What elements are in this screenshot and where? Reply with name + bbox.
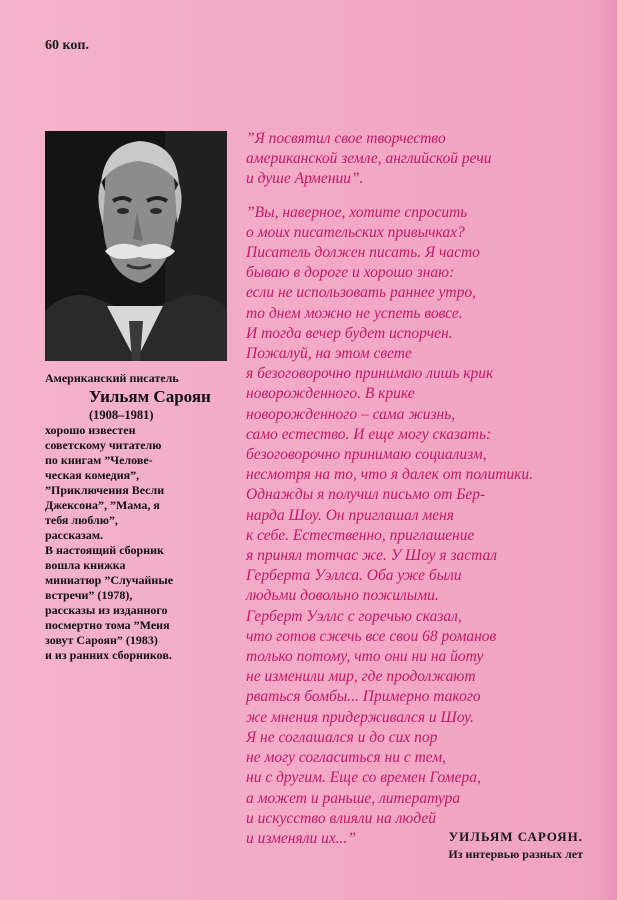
- bio-line: встречи” (1978),: [45, 588, 133, 602]
- paragraph-gap: [246, 190, 596, 203]
- quote-line: Писатель должен писать. Я часто: [246, 244, 480, 262]
- bio-line: зовут Сароян” (1983): [45, 633, 158, 647]
- quote-line: Герберта Уэллса. Оба уже были: [246, 567, 462, 585]
- author-portrait-photo: [45, 131, 227, 361]
- quote-line: то днем можно не успеть вовсе.: [246, 304, 463, 322]
- book-spine-edge: [595, 0, 617, 900]
- price-label: 60 коп.: [45, 38, 89, 53]
- quote-line: американской земле, английской речи: [246, 150, 492, 168]
- bio-line: Джексона”, ”Мама, я: [45, 498, 160, 512]
- author-name: Уильям Сароян: [89, 387, 211, 406]
- quote-line: Герберт Уэллс с горечью сказал,: [246, 607, 462, 625]
- quote-line: новорожденного. В крике: [246, 385, 415, 403]
- author-quote: [246, 129, 596, 849]
- bio-line: посмертно тома ”Меня: [45, 618, 170, 632]
- quote-line: Однажды я получил письмо от Бер-: [246, 486, 486, 504]
- bio-line: рассказам.: [45, 528, 104, 542]
- quote-line: и изменяли их...”: [246, 829, 356, 847]
- attribution-author: УИЛЬЯМ САРОЯН.: [448, 829, 583, 844]
- quote-line: я принял тотчас же. У Шоу я застал: [246, 547, 498, 565]
- quote-line: нарда Шоу. Он приглашал меня: [246, 506, 455, 524]
- quote-line: только потому, что они ни на йоту: [246, 648, 484, 666]
- quote-line: же мнения придерживался и Шоу.: [246, 708, 474, 726]
- quote-line: если не использовать раннее утро,: [246, 284, 476, 302]
- quote-attribution: [448, 828, 583, 863]
- quote-line: само естество. И еще могу сказать:: [246, 425, 492, 443]
- bio-line: вошла книжка: [45, 558, 126, 572]
- quote-line: бываю в дороге и хорошо знаю:: [246, 264, 455, 282]
- attribution-source: Из интервью разных лет: [448, 847, 583, 861]
- bio-line: В настоящий сборник: [45, 543, 164, 557]
- quote-line: не изменили мир, где продолжают: [246, 668, 476, 686]
- quote-line: и душе Армении”.: [246, 170, 364, 188]
- quote-line: безоговорочно принимаю социализм,: [246, 446, 487, 464]
- quote-line: что готов сжечь все свои 68 романов: [246, 627, 497, 645]
- quote-line: новорожденного – сама жизнь,: [246, 405, 456, 423]
- quote-line: о моих писательских привычках?: [246, 223, 465, 241]
- quote-line: Пожалуй, на этом свете: [246, 345, 412, 363]
- author-bio: [45, 371, 230, 663]
- quote-line: Я не соглашался и до сих пор: [246, 728, 438, 746]
- bio-line: тебя люблю”,: [45, 513, 118, 527]
- quote-line: к себе. Естественно, приглашение: [246, 526, 475, 544]
- quote-line: людьми довольно пожилыми.: [246, 587, 439, 605]
- quote-line: ”Я посвятил свое творчество: [246, 130, 446, 147]
- bio-line: и из ранних сборников.: [45, 648, 172, 662]
- quote-line: рваться бомбы... Примерно такого: [246, 688, 481, 706]
- quote-line: а может и раньше, литература: [246, 789, 461, 807]
- bio-line: ”Приключения Весли: [45, 483, 165, 497]
- bio-line: советскому читателю: [45, 438, 162, 452]
- quote-line: ни с другим. Еще со времен Гомера,: [246, 769, 481, 787]
- quote-line: несмотря на то, что я далек от политики.: [246, 466, 534, 484]
- quote-line: ”Вы, наверное, хотите спросить: [246, 203, 468, 221]
- author-portrait-image: [45, 131, 227, 361]
- author-dates: (1908–1981): [89, 408, 154, 422]
- quote-line: я безоговорочно принимаю лишь крик: [246, 365, 494, 383]
- bio-line: миниатюр ”Случайные: [45, 573, 174, 587]
- quote-line: и искусство влияли на людей: [246, 809, 436, 827]
- bio-title: Американский писатель: [45, 371, 179, 385]
- bio-line: по книгам ”Челове-: [45, 453, 153, 467]
- quote-line: И тогда вечер будет испорчен.: [246, 324, 453, 342]
- bio-line: ческая комедия”,: [45, 468, 140, 482]
- bio-line: хорошо известен: [45, 423, 136, 437]
- quote-line: не могу согласиться ни с тем,: [246, 749, 447, 767]
- bio-line: рассказы из изданного: [45, 603, 168, 617]
